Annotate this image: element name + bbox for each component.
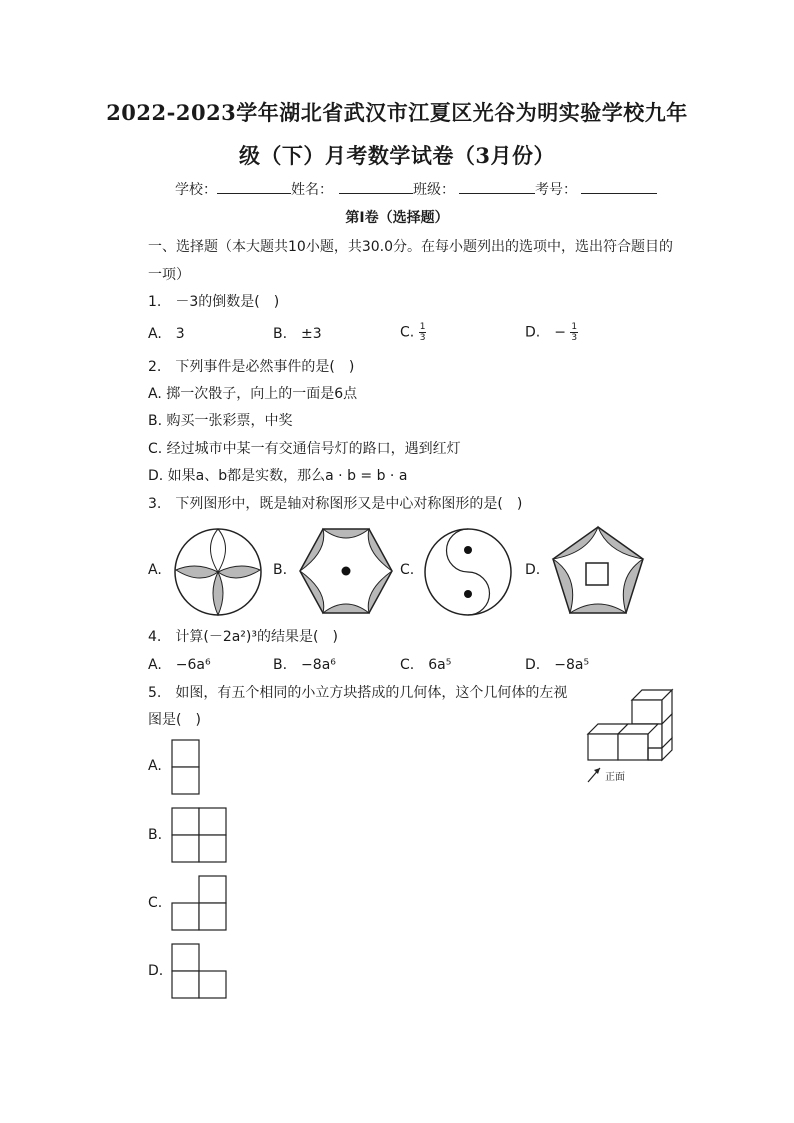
class-blank[interactable] bbox=[459, 179, 535, 194]
name-label: 姓名： bbox=[291, 182, 333, 198]
school-blank[interactable] bbox=[217, 179, 291, 194]
student-info-row bbox=[175, 179, 657, 199]
q4-option-a[interactable]: A. −6a⁶ bbox=[148, 657, 211, 673]
q1-stem: 1. －3的倒数是( ) bbox=[148, 294, 280, 310]
q3-stem: 3. 下列图形中，既是轴对称图形又是中心对称图形的是( ) bbox=[148, 496, 523, 512]
q1-option-d[interactable] bbox=[525, 322, 578, 343]
exam-title-line2: 级（下）月考数学试卷（3月份） bbox=[238, 143, 556, 168]
q1-option-c-prefix: C. bbox=[400, 324, 415, 341]
q1-option-d-fraction: $\frac{1}{3}$ bbox=[571, 322, 578, 343]
instruction-line1: 一、选择题（本大题共10小题，共30.0分。在每小题列出的选项中，选出符合题目的 bbox=[148, 239, 673, 255]
q4-option-b[interactable]: B. −8a⁶ bbox=[273, 657, 336, 673]
q3-figure-a-three-petal-circle bbox=[173, 527, 263, 617]
q4-stem: 4. 计算(－2a²)³的结果是( ) bbox=[148, 629, 338, 645]
q5-front-label: 正面 bbox=[605, 772, 625, 783]
class-label: 班级： bbox=[413, 182, 455, 198]
q2-option-b[interactable]: B. 购买一张彩票，中奖 bbox=[148, 413, 293, 429]
number-label: 考号： bbox=[535, 182, 577, 198]
q3-figure-d-pentagon bbox=[550, 525, 646, 615]
q2-option-c[interactable]: C. 经过城市中某一有交通信号灯的路口，遇到红灯 bbox=[148, 441, 461, 457]
section-title: 第I卷（选择题） bbox=[345, 210, 449, 226]
q5-option-d-view bbox=[171, 943, 228, 1000]
q1-option-a[interactable]: A. 3 bbox=[148, 326, 185, 342]
name-blank[interactable] bbox=[339, 179, 413, 194]
q5-option-c-view bbox=[171, 875, 228, 932]
q5-option-a-label[interactable]: A. bbox=[148, 758, 162, 774]
q3-option-b-label[interactable]: B. bbox=[273, 562, 288, 578]
q5-stem-line1: 5. 如图，有五个相同的小立方块搭成的几何体，这个几何体的左视 bbox=[148, 685, 568, 701]
q1-option-b[interactable]: B. ±3 bbox=[273, 326, 322, 342]
instruction-line2: 一项） bbox=[148, 267, 190, 283]
q3-option-d-label[interactable]: D. bbox=[525, 562, 541, 578]
q2-option-a[interactable]: A. 掷一次骰子，向上的一面是6点 bbox=[148, 386, 358, 402]
q5-option-c-label[interactable]: C. bbox=[148, 895, 163, 911]
q2-stem: 2. 下列事件是必然事件的是( ) bbox=[148, 359, 355, 375]
school-label: 学校： bbox=[175, 182, 217, 198]
q5-option-b-label[interactable]: B. bbox=[148, 827, 163, 843]
q5-option-d-label[interactable]: D. bbox=[148, 963, 164, 979]
number-blank[interactable] bbox=[581, 179, 657, 194]
q3-option-c-label[interactable]: C. bbox=[400, 562, 415, 578]
q3-figure-c-yin-yang bbox=[423, 527, 513, 617]
q1-option-c-fraction: $\frac{1}{3}$ bbox=[419, 322, 426, 343]
exam-title-line1: 2022-2023学年湖北省武汉市江夏区光谷为明实验学校九年 bbox=[106, 100, 688, 125]
q1-option-c[interactable] bbox=[400, 322, 426, 343]
q3-figure-b-hexagon bbox=[298, 527, 394, 615]
q5-cube-solid-figure bbox=[582, 688, 702, 788]
q4-option-d[interactable]: D. −8a⁵ bbox=[525, 657, 590, 673]
q5-stem-line2: 图是( ) bbox=[148, 712, 201, 728]
q1-option-d-prefix: D. − bbox=[525, 324, 566, 341]
q3-option-a-label[interactable]: A. bbox=[148, 562, 162, 578]
q5-option-a-view bbox=[171, 739, 201, 795]
q2-option-d[interactable]: D. 如果a、b都是实数，那么a · b = b · a bbox=[148, 468, 408, 484]
q5-option-b-view bbox=[171, 807, 228, 864]
q4-option-c[interactable]: C. 6a⁵ bbox=[400, 657, 452, 673]
